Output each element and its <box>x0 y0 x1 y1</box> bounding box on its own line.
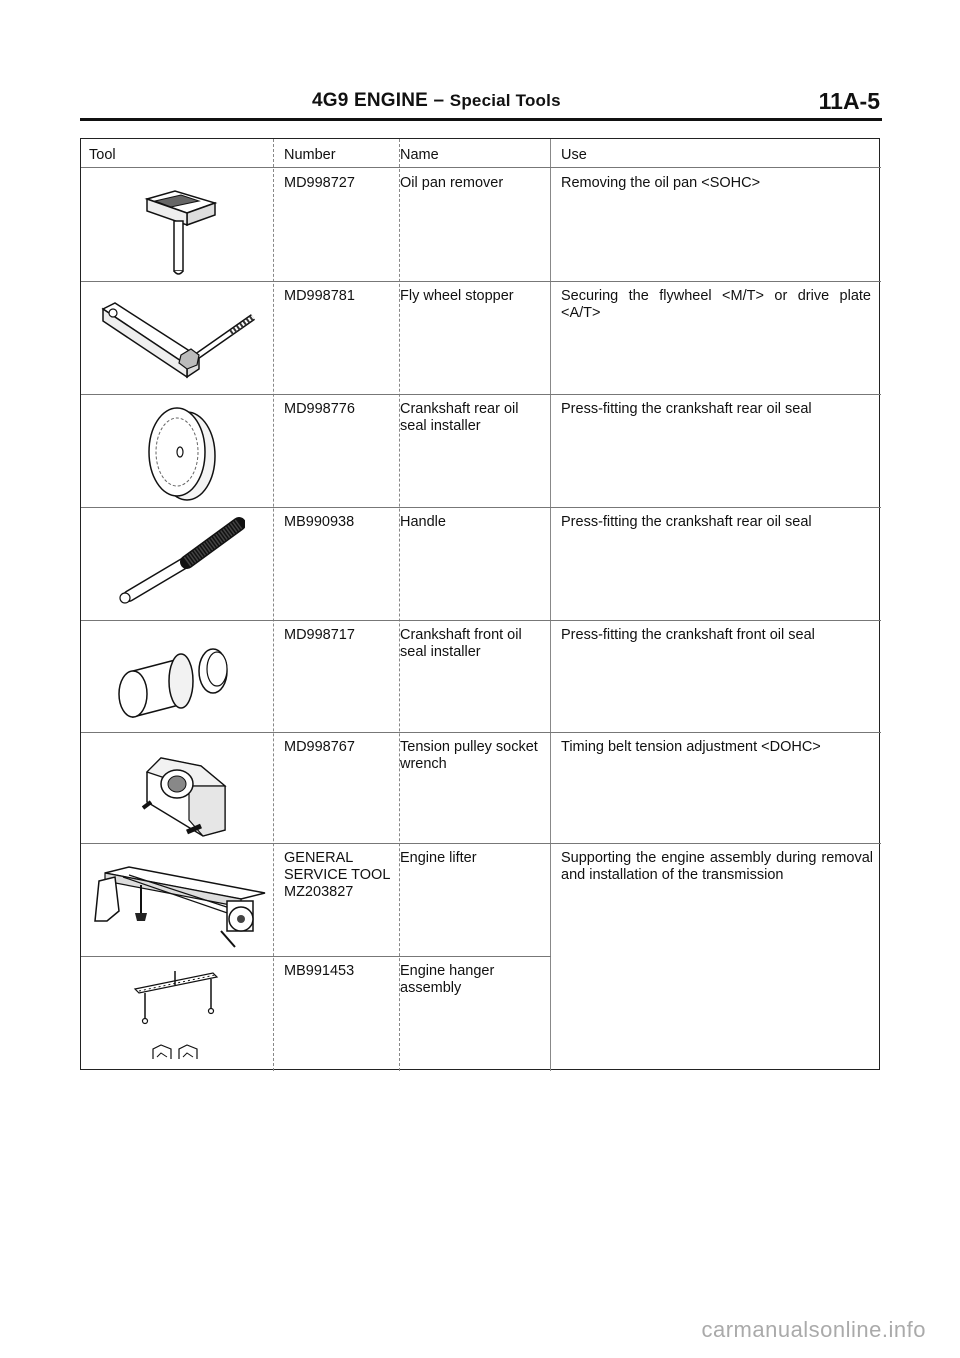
engine-hanger-icon <box>131 969 241 1064</box>
tool-name: Fly wheel stopper <box>400 288 514 304</box>
row-divider <box>81 732 881 733</box>
tool-number: MD998767 <box>284 739 355 755</box>
column-header-name: Name <box>400 147 439 163</box>
special-tools-table <box>80 138 880 1070</box>
row-divider <box>81 620 881 621</box>
page-subtitle: Special Tools <box>449 91 561 110</box>
column-header-tool: Tool <box>89 147 116 163</box>
engine-lifter-icon <box>89 851 269 951</box>
tool-use: Press-fitting the crankshaft front oil seal <box>561 627 815 643</box>
tool-number: MD998727 <box>284 175 355 191</box>
tool-use: Timing belt tension adjustment <DOHC> <box>561 739 821 755</box>
column-divider <box>399 139 400 1071</box>
tool-name: Tension pulley socket wrench <box>400 739 538 772</box>
row-divider <box>81 281 881 282</box>
tool-number: MD998717 <box>284 627 355 643</box>
column-divider <box>273 139 274 1071</box>
tool-use: Press-fitting the crankshaft rear oil seal <box>561 514 812 530</box>
tool-number: GENERAL SERVICE TOOL MZ203827 <box>284 850 390 900</box>
column-header-number: Number <box>284 147 336 163</box>
page-header <box>80 88 880 118</box>
handle-icon <box>115 514 245 609</box>
page-title: 4G9 ENGINE – Special Tools <box>312 90 561 111</box>
tool-use: Removing the oil pan <SOHC> <box>561 175 761 191</box>
row-divider <box>81 394 881 395</box>
socket-wrench-icon <box>141 744 241 839</box>
tool-number: MB990938 <box>284 514 355 530</box>
flywheel-stopper-icon <box>101 299 261 384</box>
tool-name: Crankshaft rear oil seal installer <box>400 401 519 434</box>
watermark: carmanualsonline.info <box>701 1317 926 1342</box>
tool-name: Oil pan remover <box>400 175 504 191</box>
tool-number: MD998781 <box>284 288 355 304</box>
rear-seal-installer-icon <box>135 404 225 504</box>
page-number: 11A-5 <box>818 88 880 114</box>
tool-use: Securing the flywheel <M/T> or drive plate <A/T> <box>561 288 871 321</box>
tool-name: Crankshaft front oil seal installer <box>400 627 522 660</box>
tool-use: Supporting the engine assembly during removal and installation of the transmission <box>561 850 873 883</box>
tool-name: Engine hanger assembly <box>400 963 495 996</box>
row-divider <box>81 507 881 508</box>
header-rule <box>80 118 882 121</box>
tool-name: Handle <box>400 514 446 530</box>
tool-use: Press-fitting the crankshaft rear oil seal <box>561 401 812 417</box>
tool-number: MD998776 <box>284 401 355 417</box>
row-divider <box>81 167 881 168</box>
tool-number: MB991453 <box>284 963 355 979</box>
row-divider <box>81 843 881 844</box>
column-header-use: Use <box>561 147 587 163</box>
front-seal-installer-icon <box>113 635 243 725</box>
column-divider <box>550 139 551 1071</box>
row-divider <box>81 956 551 957</box>
oil-pan-remover-icon <box>141 187 221 277</box>
tool-name: Engine lifter <box>400 850 477 866</box>
